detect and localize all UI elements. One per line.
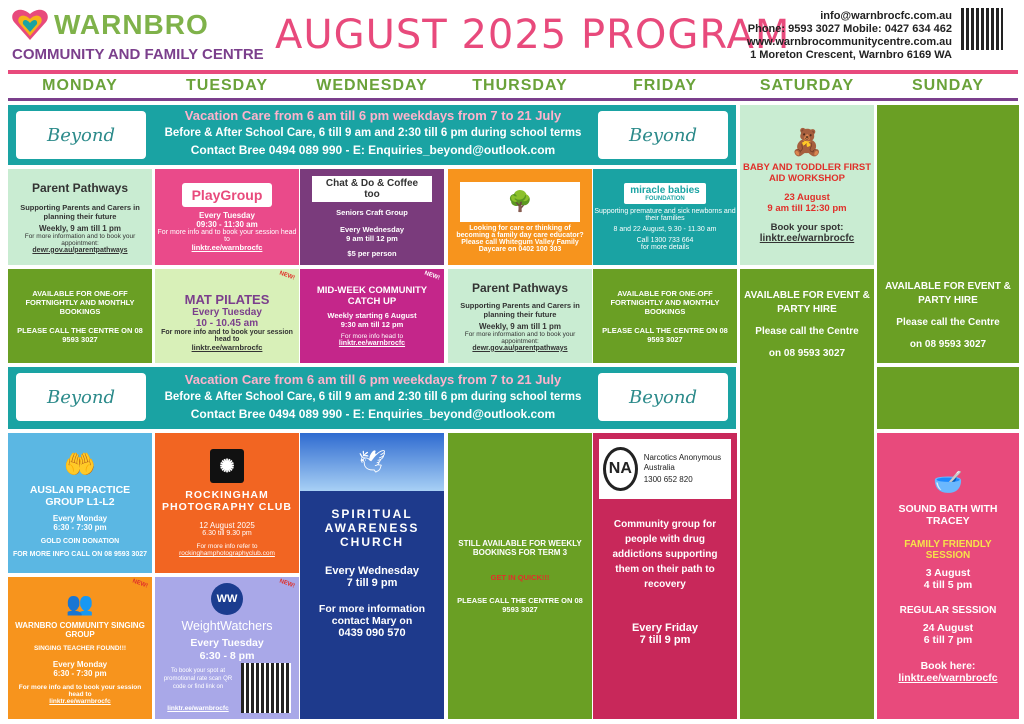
contact-info: [700, 10, 952, 62]
midweek-link[interactable]: linktr.ee/warnbrocfc: [338, 340, 406, 347]
friday-availability-card: AVAILABLE FOR ONE-OFF FORTNIGHTLY AND MONTHLY BOOKINGS PLEASE CALL THE CENTRE ON 08 9593 3027: [593, 269, 737, 363]
day-saturday: SATURDAY: [759, 77, 855, 94]
narcotics-anonymous-card: NA Narcotics Anonymous Australia 1300 652 820 Community group for people with drug addictions supporting them on their path to recovery Every Friday 7 till 9 pm: [593, 433, 737, 719]
monday-availability-card: AVAILABLE FOR ONE-OFF FORTNIGHTLY AND MONTHLY BOOKINGS PLEASE CALL THE CENTRE ON 08 9593 3027: [8, 269, 152, 363]
sound-bath-link[interactable]: linktr.ee/warnbrocfc: [898, 672, 998, 684]
day-headers: [0, 77, 1024, 99]
day-friday: FRIDAY: [632, 77, 698, 94]
contact-email[interactable]: info@warnbrocfc.com.au: [820, 10, 952, 22]
parent-pathways-card: Parent Pathways Supporting Parents and Carers in planning their future Weekly, 9 am till 1 pm For more information and to book your appointment: dewr.gov.au/parentpathways: [8, 169, 152, 265]
sunday-green-mid: [877, 367, 1019, 429]
chat-and-do-title: Chat & Do & Coffee too: [312, 176, 432, 202]
day-wednesday: WEDNESDAY: [316, 77, 428, 94]
midweek-title: MID-WEEK COMMUNITY CATCH UP: [316, 285, 428, 307]
camera-aperture-icon: ✺: [210, 449, 244, 483]
beyond-logo: Beyond: [16, 111, 146, 159]
weightwatchers-title: WeightWatchers: [181, 619, 273, 633]
weightwatchers-link[interactable]: linktr.ee/warnbrocfc: [167, 705, 229, 712]
new-badge: NEW!: [423, 270, 441, 282]
beyond-logo-right: Beyond: [598, 111, 728, 159]
logo-subtitle: COMMUNITY AND FAMILY CENTRE: [12, 46, 264, 63]
weightwatchers-logo-icon: WW: [211, 583, 243, 615]
na-logo: NA Narcotics Anonymous Australia 1300 652 820: [599, 439, 731, 499]
na-logo-icon: NA: [603, 447, 638, 491]
parent-pathways-card-2: Parent Pathways Supporting Parents and Carers in planning their future Weekly, 9 am till 1 pm For more information and to book your appointment: dewr.gov.au/parentpathways: [448, 269, 592, 363]
sunday-hire-text: AVAILABLE FOR EVENT & PARTY HIRE Please call the Centre on 08 9593 3027: [885, 281, 1011, 350]
term3-availability-card: STILL AVAILABLE FOR WEEKLY BOOKINGS FOR TERM 3 GET IN QUICK!!! PLEASE CALL THE CENTRE ON 08 9593 3027: [448, 433, 592, 719]
dove-icon: 🕊: [300, 433, 444, 491]
pink-divider: [8, 70, 1018, 74]
singing-group-card: NEW! 👥 WARNBRO COMMUNITY SINGING GROUP SINGING TEACHER FOUND!!! Every Monday 6:30 - 7:30 pm For more info and to book your session head to linktr.ee/warnbrocfc: [8, 577, 152, 719]
parent-pathways-logo: Parent Pathways: [31, 180, 129, 195]
day-sunday: SUNDAY: [911, 77, 985, 94]
weightwatchers-qr-code[interactable]: [241, 663, 291, 713]
day-thursday: THURSDAY: [472, 77, 568, 94]
vacation-care-text: Vacation Care from 6 am till 6 pm weekdays from 7 to 21 July: [184, 108, 562, 123]
singing-link[interactable]: linktr.ee/warnbrocfc: [49, 698, 111, 705]
contact-address: 1 Moreton Crescent, Warnbro 6169 WA: [750, 49, 952, 61]
day-tuesday: TUESDAY: [186, 77, 268, 94]
parent-pathways-link[interactable]: dewr.gov.au/parentpathways: [32, 246, 128, 254]
mat-pilates-card: NEW! MAT PILATES Every Tuesday 10 - 10.45 am For more info and to book your session head to linktr.ee/warnbrocfc: [155, 269, 299, 363]
playgroup-card: PlayGroup Every Tuesday 09:30 - 11:30 am For more info and to book your session head to linktr.ee/warnbrocfc: [155, 169, 299, 265]
first-aid-kit-icon: 🧸: [790, 126, 824, 157]
beyond-contact: Contact Bree 0494 089 990 - E: Enquiries_beyond@outlook.com: [190, 143, 556, 157]
beyond-logo: Beyond: [16, 373, 146, 421]
pilates-link[interactable]: linktr.ee/warnbrocfc: [191, 343, 263, 352]
page-title: AUGUST 2025 PROGRAM: [275, 12, 791, 58]
first-aid-title: BABY AND TODDLER FIRST AID WORKSHOP: [742, 161, 872, 184]
oshc-text: Before & After School Care, 6 till 9 am and 2:30 till 6 pm during school terms: [164, 127, 582, 139]
weightwatchers-card: NEW! WW WeightWatchers Every Tuesday 6:30 - 8 pm To book your spot at promotional rate scan QR code or find link on linktr.ee/warnbrocfc: [155, 577, 299, 719]
parent-pathways-logo: Parent Pathways: [471, 280, 569, 295]
singers-icon: 👥: [66, 591, 94, 616]
beyond-banner-2: Beyond Beyond Vacation Care from 6 am till 6 pm weekdays from 7 to 21 July Before & After School Care, 6 till 9 am and 2:30 till 6 pm during school terms Contact Bree 0494 089 990 - E: Enquiries_beyond@outlook.com: [8, 367, 736, 429]
miracle-babies-card: miracle babies FOUNDATION Supporting premature and sick newborns and their families 8 and 22 August, 9.30 - 11.30 am Call 1300 733 664 for more details: [593, 169, 737, 265]
new-badge: NEW!: [278, 270, 296, 282]
new-badge: NEW!: [131, 578, 149, 590]
spiritual-title: SPIRITUAL AWARENESS CHURCH: [324, 507, 420, 549]
contact-phone: Phone: 9593 3027 Mobile: 0427 634 462: [747, 23, 952, 35]
qr-code-icon[interactable]: [961, 8, 1003, 50]
hands-icon: 🤲: [63, 448, 97, 479]
first-aid-card: 🧸 BABY AND TODDLER FIRST AID WORKSHOP 23 August 9 am till 12:30 pm Book your spot: linktr.ee/warnbrocfc: [740, 105, 874, 265]
pilates-title: MAT PILATES: [184, 292, 270, 307]
beyond-logo-right: Beyond: [598, 373, 728, 421]
heart-logo-icon: [10, 6, 50, 42]
playgroup-link[interactable]: linktr.ee/warnbrocfc: [191, 242, 263, 252]
auslan-card: 🤲 AUSLAN PRACTICE GROUP L1-L2 Every Monday 6:30 - 7:30 pm GOLD COIN DONATION FOR MORE INFO CALL ON 08 9593 3027: [8, 433, 152, 573]
chat-and-do-card: Chat & Do & Coffee too Seniors Craft Group Every Wednesday 9 am till 12 pm $5 per person: [300, 169, 444, 265]
parent-pathways-link-2[interactable]: dewr.gov.au/parentpathways: [472, 344, 568, 352]
saturday-hire-text: AVAILABLE FOR EVENT & PARTY HIRE Please call the Centre on 08 9593 3027: [744, 290, 870, 359]
playgroup-logo: PlayGroup: [182, 183, 273, 207]
photography-title: ROCKINGHAM PHOTOGRAPHY CLUB: [162, 489, 292, 513]
tree-icon: 🌳: [460, 182, 580, 222]
sound-bath-card: 🥣 SOUND BATH WITH TRACEY FAMILY FRIENDLY SESSION 3 August 4 till 5 pm REGULAR SESSION 24 August 6 till 7 pm Book here: linktr.ee/warnbrocfc: [877, 433, 1019, 719]
daycare-card: 🌳 Looking for care or thinking of becoming a family day care educator? Please call Whitegum Valley Family Daycare on 0402 100 303: [448, 169, 592, 265]
saturday-hire-column: [740, 269, 874, 719]
contact-website[interactable]: www.warnbrocommunitycentre.com.au: [747, 36, 952, 48]
midweek-card: NEW! MID-WEEK COMMUNITY CATCH UP Weekly starting 6 August 9:30 am till 12 pm For more info head to linktr.ee/warnbrocfc: [300, 269, 444, 363]
singing-bowl-icon: 🥣: [933, 469, 963, 496]
new-badge: NEW!: [278, 578, 296, 590]
spiritual-card: 🕊 SPIRITUAL AWARENESS CHURCH Every Wednesday 7 till 9 pm For more information contact Mary on 0439 090 570: [300, 433, 444, 719]
purple-divider: [8, 98, 1018, 101]
beyond-banner: [8, 105, 736, 165]
sound-bath-title: SOUND BATH WITH TRACEY: [898, 503, 998, 527]
photography-card: ✺ ROCKINGHAM PHOTOGRAPHY CLUB 12 August 2025 6.30 till 9.30 pm For more info refer to rockinghamphotographyclub.com: [155, 433, 299, 573]
first-aid-link[interactable]: linktr.ee/warnbrocfc: [759, 232, 855, 244]
singing-title: WARNBRO COMMUNITY SINGING GROUP: [15, 621, 145, 639]
logo-title: WARNBRO: [54, 9, 209, 40]
miracle-babies-logo: miracle babies FOUNDATION: [624, 183, 705, 204]
day-monday: MONDAY: [42, 77, 118, 94]
auslan-title: AUSLAN PRACTICE GROUP L1-L2: [29, 483, 131, 508]
photography-link[interactable]: rockinghamphotographyclub.com: [179, 550, 275, 557]
